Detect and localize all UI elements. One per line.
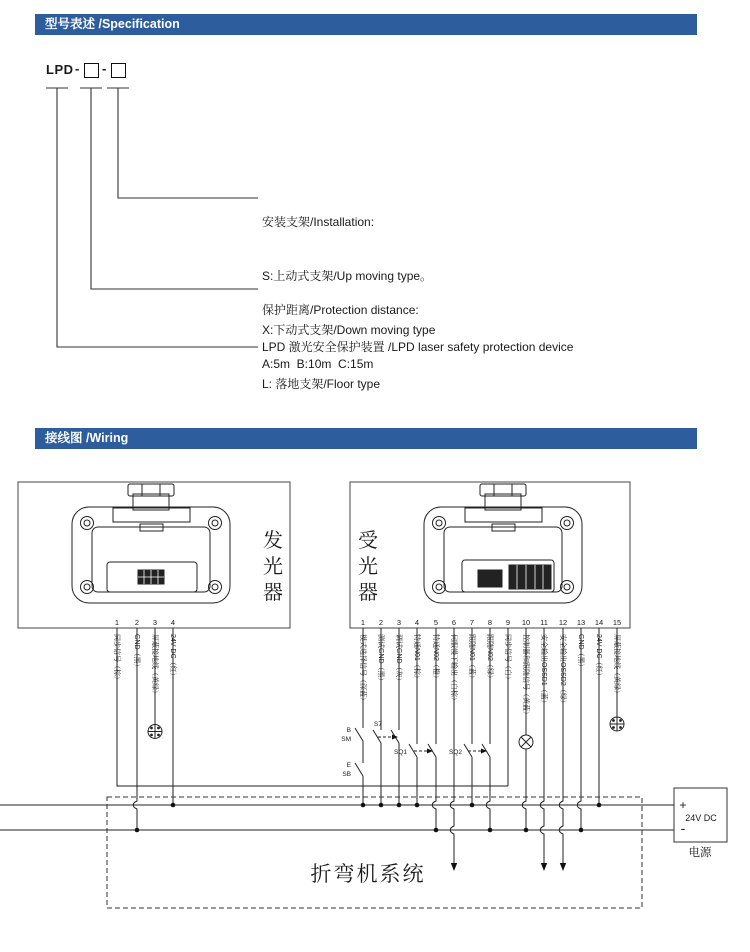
terminal-number: 14 (594, 618, 604, 627)
earth-ground-icon-receiver (610, 717, 624, 731)
terminal-number: 2 (378, 618, 384, 627)
installation-item-s: S:上动式支架/Up moving type。 (262, 269, 433, 283)
terminal-number: 2 (134, 618, 140, 627)
wire-label: 跟随N01（蓝） (468, 634, 475, 682)
terminal-number: 10 (521, 618, 531, 627)
switch-label-e: E (346, 762, 351, 769)
terminal-number: 11 (540, 618, 548, 627)
switch-label-b: B (346, 727, 351, 734)
transmitter-label-char: 发 (263, 530, 283, 552)
transmitter-label-char: 器 (263, 582, 283, 604)
terminal-number: 4 (170, 618, 176, 627)
terminal-number: 5 (433, 618, 439, 627)
wire-label: 控制器和跟随信号（黄蓝） (522, 634, 529, 718)
wiring-header-label: 接线图 /Wiring (45, 431, 129, 445)
tree-line-protection (80, 88, 258, 289)
wire-label: 安全输出OSSD2（绿） (559, 634, 566, 707)
wire-label: 屏蔽接地线（黄绿） (151, 634, 158, 697)
switch-label-sm: SM (341, 736, 351, 743)
terminal-number: 6 (451, 618, 457, 627)
device-line: LPD 激光安全保护装置 /LPD laser safety protection device (262, 340, 574, 354)
receiver-device-graphic (424, 484, 582, 603)
wire-label: 特通N01（棕） (413, 634, 420, 682)
model-dash-2: - (102, 61, 107, 76)
wire-labels (113, 634, 622, 718)
terminal-number: 8 (487, 618, 493, 627)
protection-values: A:5m B:10m C:15m (262, 357, 374, 371)
tree-line-device (46, 88, 258, 347)
terminal-number: 9 (505, 618, 511, 627)
wire-label: GND（黑） (577, 634, 584, 671)
receiver-screws (433, 517, 574, 594)
switch-label-sb: SB (342, 771, 351, 778)
power-bus-lines (0, 805, 674, 830)
wire-label: 特通N02（橙） (432, 634, 439, 682)
wire-label: 调试GND（灰） (395, 634, 402, 685)
terminal-number: 3 (152, 618, 158, 627)
psu-minus-sign: - (680, 820, 686, 836)
receiver-enclosure-box (350, 482, 630, 628)
installation-title: 安装支架/Installation: (262, 215, 375, 229)
switch-label-sq2: SQ2 (448, 749, 462, 756)
spec-header-label: 型号表述 /Specification (45, 17, 180, 31)
psu-caption: 电源 (688, 847, 712, 859)
wire-label: 测试GND（黑） (377, 634, 384, 685)
terminal-numbers (115, 618, 621, 627)
switch-label-sq1: SQ1 (393, 749, 407, 756)
psu-voltage-label: 24V DC (685, 813, 717, 823)
terminal-number: 7 (469, 618, 475, 627)
junction-dots (135, 803, 602, 833)
terminal-number: 15 (612, 618, 622, 627)
terminal-number: 1 (360, 618, 366, 627)
model-dash-1: - (75, 61, 80, 76)
protection-title: 保护距离/Protection distance: (262, 303, 419, 317)
press-brake-system-box (107, 797, 642, 908)
receiver-label-char: 光 (358, 556, 378, 578)
wire-label: 同步信号（棕） (113, 634, 120, 683)
wire-label: 24V DC（红） (169, 634, 176, 680)
wire-label: 屏蔽接地线（黄绿） (613, 634, 620, 697)
protection-block (262, 265, 419, 409)
press-brake-system-label: 折弯机系统 (310, 863, 426, 886)
model-prefix: LPD (46, 62, 74, 77)
wire-label: 伺服慢下输出（白棕） (450, 634, 457, 704)
wire-label: 跟随N02（绿） (486, 634, 493, 682)
installation-item-x: X:下动式支架/Down moving type (262, 323, 436, 337)
transmitter-enclosure-box (18, 482, 290, 628)
terminal-number: 12 (558, 618, 568, 627)
receiver-label-char: 受 (358, 530, 378, 552)
terminal-number: 3 (396, 618, 402, 627)
wire-label: GND（黑） (133, 634, 140, 671)
arrow-heads (392, 735, 566, 872)
terminal-number: 1 (114, 618, 120, 627)
transmitter-label-char: 光 (263, 556, 283, 578)
wire-label: 模式选择信号（深蓝） (359, 634, 366, 704)
wiring-diagram (0, 452, 750, 952)
wire-label: 同步信号（白） (504, 634, 511, 683)
terminal-number: 13 (576, 618, 586, 627)
wire-label: 安全输出OSSD1（蓝） (540, 634, 547, 707)
transmitter-device-graphic (72, 484, 230, 603)
psu-plus-sign: + (679, 798, 687, 812)
wire-label: 24V DC（红） (595, 634, 602, 680)
wiring-section-header (35, 428, 697, 449)
earth-ground-icon-transmitter (148, 725, 162, 739)
switch-label-s7: S7 (374, 721, 382, 728)
psu-labels (679, 798, 717, 859)
indicator-lamp-icon (519, 735, 533, 749)
installation-item-l: L: 落地支架/Floor type (262, 377, 381, 391)
terminal-number: 4 (414, 618, 420, 627)
tree-line-installation (107, 88, 258, 198)
receiver-label-char: 器 (358, 582, 378, 604)
device-name-labels (263, 529, 378, 604)
